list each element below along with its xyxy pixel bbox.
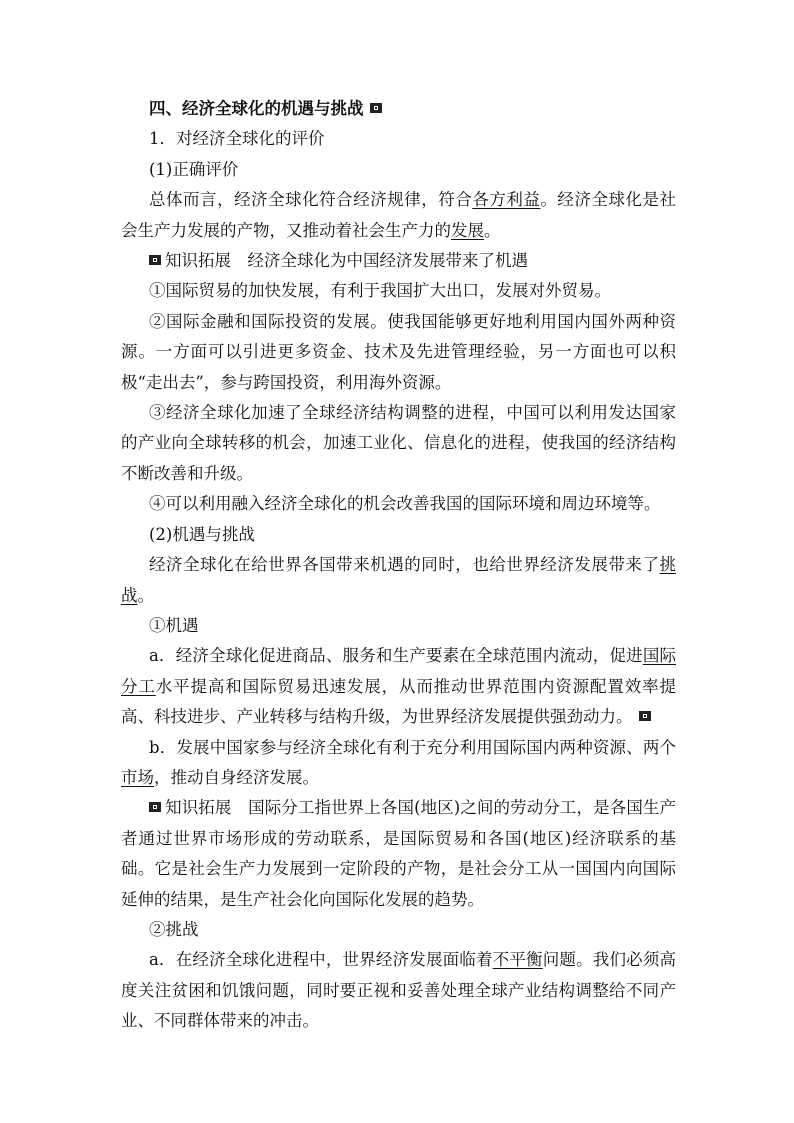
subheading-challenge: ②挑战 [149, 919, 199, 939]
text-run: b．发展中国家参与经济全球化有利于充分利用国际国内两种资源、两个 [149, 737, 676, 757]
paragraph-opportunity-a [121, 641, 676, 732]
text-run: 问题。我们必须高度关注贫困和饥饿问题，同时要正视和妥善处理全球产业结构调整给不同产业、不同群体带来的冲击。 [121, 950, 677, 1031]
paragraph-item-2: ②国际金融和国际投资的发展。使我国能够更好地利用国内国外两种资源。一方面可以引进更多资金、技术及先进管理经验，另一方面也可以积极“走出去”，参与跨国投资，利用海外资源。 [121, 311, 676, 392]
underlined-key-term: 市场 [121, 767, 154, 787]
paragraph-opportunity-b [121, 733, 676, 794]
underlined-key-term: 各方利益 [472, 190, 541, 210]
underlined-key-term: 挑战 [121, 555, 676, 605]
subheading-opportunity: ①机遇 [149, 615, 199, 635]
section-heading-text: 四、经济全球化的机遇与挑战 [149, 99, 364, 118]
text-run: 。经济全球化是社会生产力发展的产物，又推动着社会生产力的 [121, 190, 677, 240]
tip-label: 知识拓展 [165, 798, 232, 818]
paragraph-challenge-a [121, 945, 676, 1036]
marker-icon [370, 103, 382, 113]
text-run: 。 [484, 220, 501, 240]
marker-icon [149, 802, 161, 812]
knowledge-tip-1 [121, 246, 676, 276]
underlined-key-term: 国际分工 [121, 646, 676, 696]
knowledge-tip-2 [121, 793, 676, 915]
text-run: a．在经济全球化进程中，世界经济发展面临着 [149, 950, 493, 970]
text-run: ，推动自身经济发展。 [154, 767, 319, 787]
tip-text: 经济全球化为中国经济发展带来了机遇 [231, 251, 528, 271]
text-run: a．经济全球化促进商品、服务和生产要素在全球范围内流动，促进 [149, 646, 643, 666]
text-run: 。 [137, 585, 154, 605]
subheading-correct-evaluation: (1)正确评价 [149, 159, 239, 179]
subheading-opportunities-challenges: (2)机遇与挑战 [149, 524, 255, 544]
marker-icon [149, 255, 161, 265]
paragraph-item-3: ③经济全球化加速了全球经济结构调整的进程，中国可以利用发达国家的产业向全球转移的机会，加速工业化、信息化的进程，使我国的经济结构不断改善和升级。 [121, 403, 676, 483]
text-run: 经济全球化在给世界各国带来机遇的同时，也给世界经济发展带来了 [149, 555, 660, 575]
document-page [121, 94, 676, 1037]
section-heading [121, 94, 676, 124]
tip-text: 国际分工指世界上各国(地区)之间的劳动分工，是各国生产者通过世界市场形成的劳动联系，是国际贸易和各国(地区)经济联系的基础。它是社会生产力发展到一定阶段的产物，是社会分工从一国国内向国际延伸的结果，是生产社会化向国际化发展的趋势。 [121, 798, 677, 909]
paragraph-challenges-intro [121, 550, 676, 611]
text-run: 总体而言，经济全球化符合经济规律，符合 [149, 190, 473, 210]
subheading-evaluation: 1．对经济全球化的评价 [149, 129, 325, 149]
paragraph-item-1: ①国际贸易的加快发展，有利于我国扩大出口，发展对外贸易。 [149, 281, 611, 301]
underlined-key-term: 不平衡 [492, 950, 543, 970]
text-run: 水平提高和国际贸易迅速发展，从而推动世界范围内资源配置效率提高、科技进步、产业转移与结构升级，为世界经济发展提供强劲动力。 [121, 676, 677, 727]
marker-icon [639, 711, 651, 721]
tip-label: 知识拓展 [165, 251, 231, 271]
paragraph-item-4: ④可以利用融入经济全球化的机会改善我国的国际环境和周边环境等。 [149, 494, 661, 514]
paragraph-overall [121, 185, 676, 246]
underlined-key-term: 发展 [451, 220, 484, 240]
